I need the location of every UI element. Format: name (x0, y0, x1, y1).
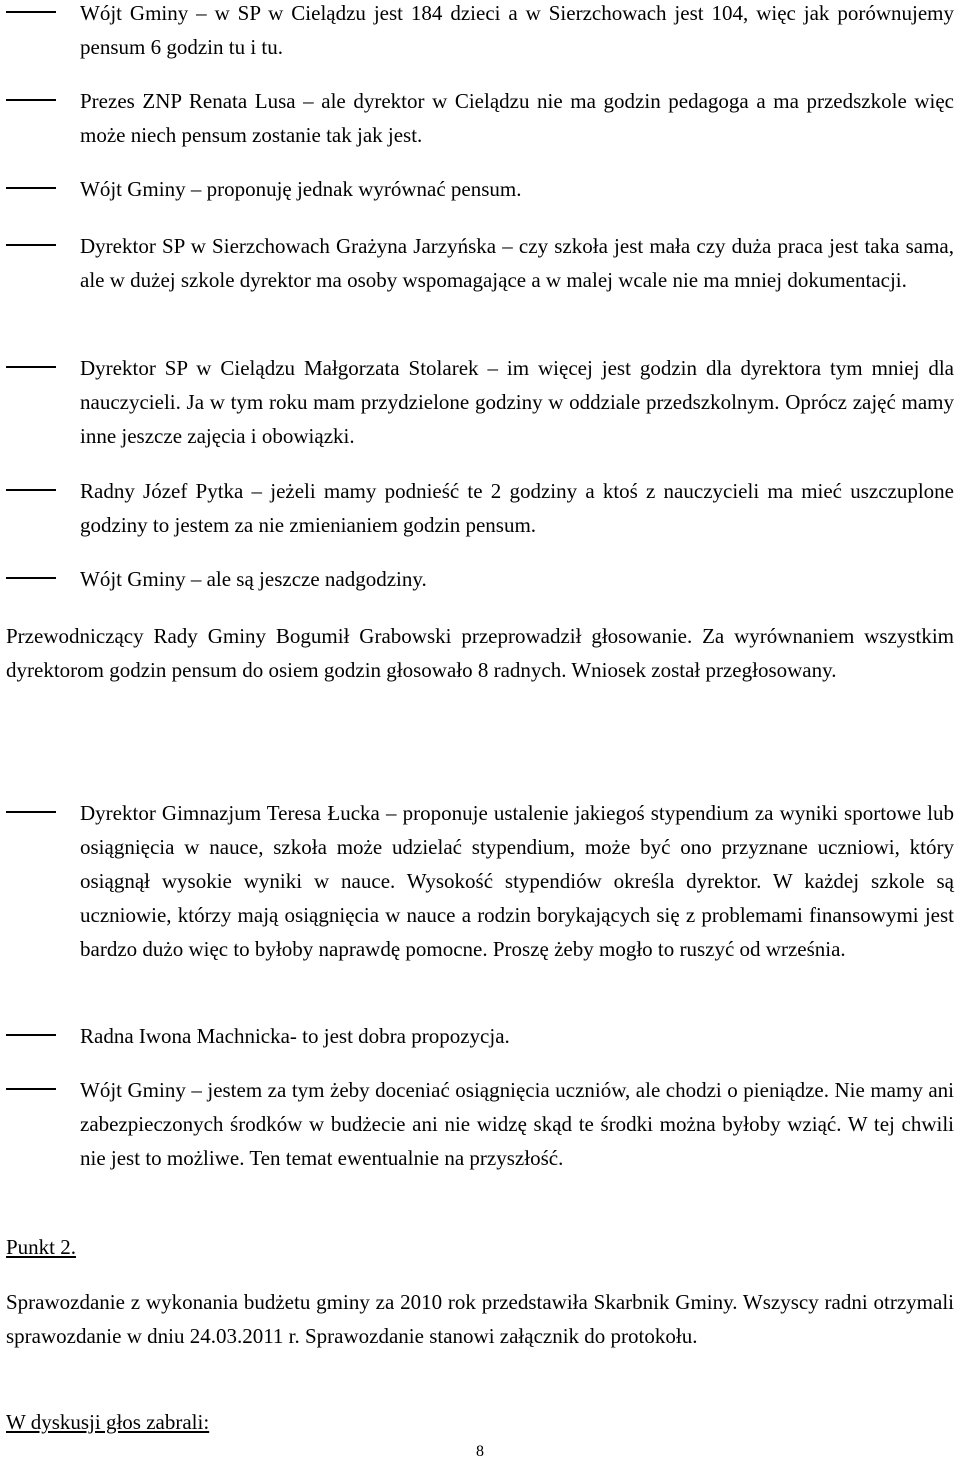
dash-bullet (6, 489, 56, 491)
dash-bullet (6, 244, 56, 246)
dash-bullet (6, 11, 56, 13)
dash-bullet (6, 99, 56, 101)
dash-bullet (6, 1034, 56, 1036)
discussion-heading: W dyskusji głos zabrali: (6, 1410, 210, 1434)
section-heading: Punkt 2. (6, 1235, 77, 1259)
statement-text: Wójt Gminy – jestem za tym żeby doceniać osiągnięcia uczniów, ale chodzi o pieniądze. Nie mamy ani zabezpieczonych środków w budżecie ani nie widzę skąd te środki można byłoby wziąć. W tej chwili nie jest to możliwe. Ten temat ewentualnie na przyszłość. (80, 1078, 954, 1170)
dash-bullet (6, 811, 56, 813)
statement-text: Wójt Gminy – proponuję jednak wyrównać pensum. (80, 177, 522, 201)
statement-text: Dyrektor SP w Cielądzu Małgorzata Stolarek – im więcej jest godzin dla dyrektora tym mniej dla nauczycieli. Ja w tym roku mam przydzielone godziny w oddziale przedszkolnym. Oprócz zajęć mamy inne jeszcze zajęcia i obowiązki. (80, 356, 954, 448)
statement-text: Wójt Gminy – ale są jeszcze nadgodziny. (80, 567, 427, 591)
statement-text: Wójt Gminy – w SP w Cielądzu jest 184 dzieci a w Sierzchowach jest 104, więc jak porównujemy pensum 6 godzin tu i tu. (80, 1, 954, 59)
dash-bullet (6, 366, 56, 368)
vote-paragraph: Przewodniczący Rady Gminy Bogumił Grabowski przeprowadził głosowanie. Za wyrównaniem wszystkim dyrektorom godzin pensum do osiem godzin głosowało 8 radnych. Wniosek został przegłosowany. (6, 624, 954, 682)
statement-text: Radna Iwona Machnicka- to jest dobra propozycja. (80, 1024, 510, 1048)
dash-bullet (6, 187, 56, 189)
page-number: 8 (476, 1443, 484, 1460)
statement-text: Dyrektor SP w Sierzchowach Grażyna Jarzyńska – czy szkoła jest mała czy duża praca jest taka sama, ale w dużej szkole dyrektor ma osoby wspomagające a w malej wcale nie ma mniej dokumentacji. (80, 234, 954, 292)
statement-text: Dyrektor Gimnazjum Teresa Łucka – proponuje ustalenie jakiegoś stypendium za wyniki sportowe lub osiągnięcia w nauce, szkoła może udzielać stypendium, może być ono przyznane uczniowi, który osiągnął wysokie wyniki w nauce. Wysokość stypendiów określa dyrektor. W każdej szkole są uczniowie, którzy mają osiągnięcia w nauce a rodzin borykających się z problemami finansowymi jest bardzo dużo więc to byłoby naprawdę pomocne. Proszę żeby mogło to ruszyć od września. (80, 801, 954, 961)
dash-bullet (6, 577, 56, 579)
statement-text: Prezes ZNP Renata Lusa – ale dyrektor w Cielądzu nie ma godzin pedagoga a ma przedszkole więc może niech pensum zostanie tak jak jest. (80, 89, 954, 147)
statement-text: Radny Józef Pytka – jeżeli mamy podnieść te 2 godziny a ktoś z nauczycieli ma mieć uszczuplone godziny to jestem za nie zmienianiem godzin pensum. (80, 479, 954, 537)
dash-bullet (6, 1088, 56, 1090)
report-paragraph: Sprawozdanie z wykonania budżetu gminy za 2010 rok przedstawiła Skarbnik Gminy. Wszyscy radni otrzymali sprawozdanie w dniu 24.03.2011 r. Sprawozdanie stanowi załącznik do protokołu. (6, 1290, 954, 1348)
